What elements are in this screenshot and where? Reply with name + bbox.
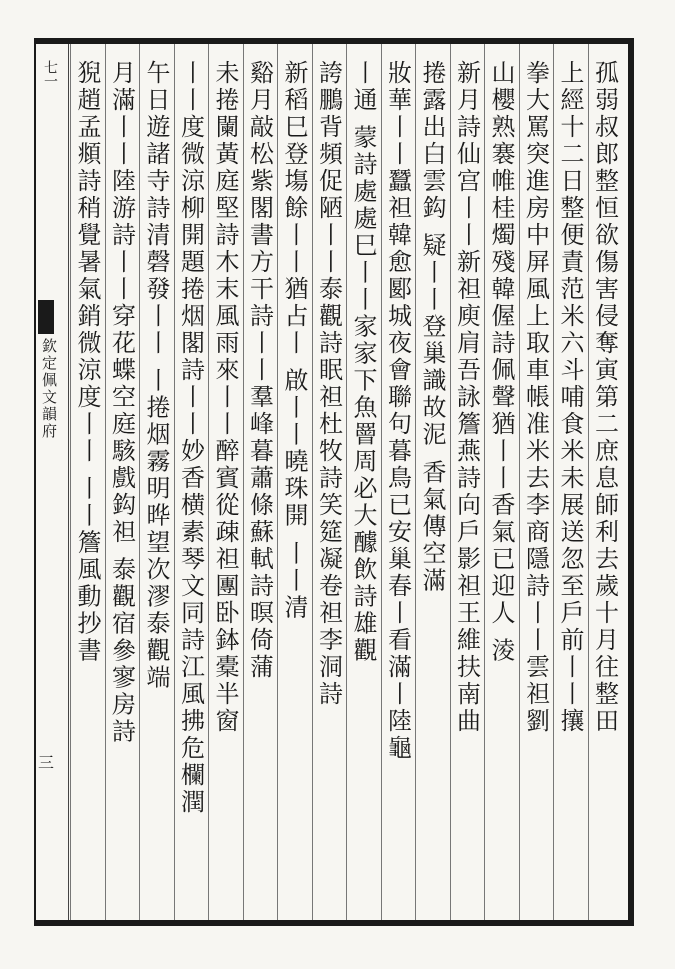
column-rule: [381, 44, 382, 920]
column-rule: [415, 44, 416, 920]
column-rule: [450, 44, 451, 920]
top-marks: 七一: [42, 60, 58, 88]
page-number: 三: [38, 753, 55, 772]
column-rule: [484, 44, 485, 920]
column-rule: [105, 44, 106, 920]
inner-left-rule: [68, 44, 69, 920]
column-rule: [312, 44, 313, 920]
column-rule: [243, 44, 244, 920]
text-column: 誇鵬背頻促陋丨丨泰觀詩眠𥘵杜牧詩笑筵凝卷𥘵李洞詩: [314, 60, 343, 708]
text-column: 妝華丨丨蠶𥘵韓愈郾城夜會聯句暮鳥已安巢春丨看滿丨陸龜: [383, 60, 412, 762]
column-rule: [346, 44, 347, 920]
column-rule: [277, 44, 278, 920]
column-rule: [139, 44, 140, 920]
text-column: 谿月敲松紫閣書方干詩丨丨羣峰暮蕭條蘇軾詩暝倚蒲: [245, 60, 274, 681]
text-column: 新月詩仙宫丨丨新𥘵庾肩吾詠簷燕詩向戶影𥘵王維扶南曲: [452, 60, 481, 735]
column-rule: [70, 44, 71, 920]
text-column: 午日遊諸寺詩清磬發丨丨 丨捲烟霧明晔望次漻泰觀端: [142, 60, 170, 692]
text-column: 拳大罵突進房中屏風上取車帳准米去李商隱詩丨丨雲𥘵劉: [521, 60, 550, 735]
text-column: 孤弱叔郎整恒欲傷害侵奪寅第二庶息師利去歲十月往整田: [590, 60, 619, 735]
text-column: 捲露出白雲鈎 疑丨丨登巢識故泥 香氣傳空滿: [418, 60, 446, 595]
column-rule: [588, 44, 589, 920]
left-margin-line: [34, 38, 36, 926]
fold-black-mark: [38, 300, 54, 334]
text-column: 丨丨度微涼柳開題捲烟閣詩丨丨妙香横素琴文同詩江風拂危欄潤: [176, 60, 205, 816]
text-column: 上經十二日整便責范米六斗哺食米未展送忽至戶前丨丨攘: [556, 60, 584, 735]
fold-label: 欽定佩文韻府: [40, 338, 58, 440]
text-column: 山櫻熟褰帷桂燭殘韓偓詩佩聲猶丨丨香氣已迎人 淩: [487, 60, 515, 665]
text-column: 丨通 蒙詩處處巳丨丨家家下魚罾周必大醵飲詩雄觀: [349, 60, 377, 665]
text-column: 月滿丨丨陸游詩丨丨穿花蝶空庭駭戲鈎𥘵 泰觀宿參寥房詩: [107, 60, 136, 746]
column-rule: [519, 44, 520, 920]
column-rule: [208, 44, 209, 920]
column-rule: [174, 44, 175, 920]
text-column: 新稻巳登塲餘丨丨猶占丨 啟丨丨曉珠開 丨丨清: [280, 60, 308, 622]
text-column: 未捲闌黃庭堅詩木末風雨來丨丨醉賓從疎𥘵團卧鉢橐半窗: [211, 60, 239, 735]
text-column: 猊趙孟頫詩稍覺暑氣銷微涼度丨丨 丨丨簷風動抄書: [73, 60, 101, 665]
column-rule: [553, 44, 554, 920]
